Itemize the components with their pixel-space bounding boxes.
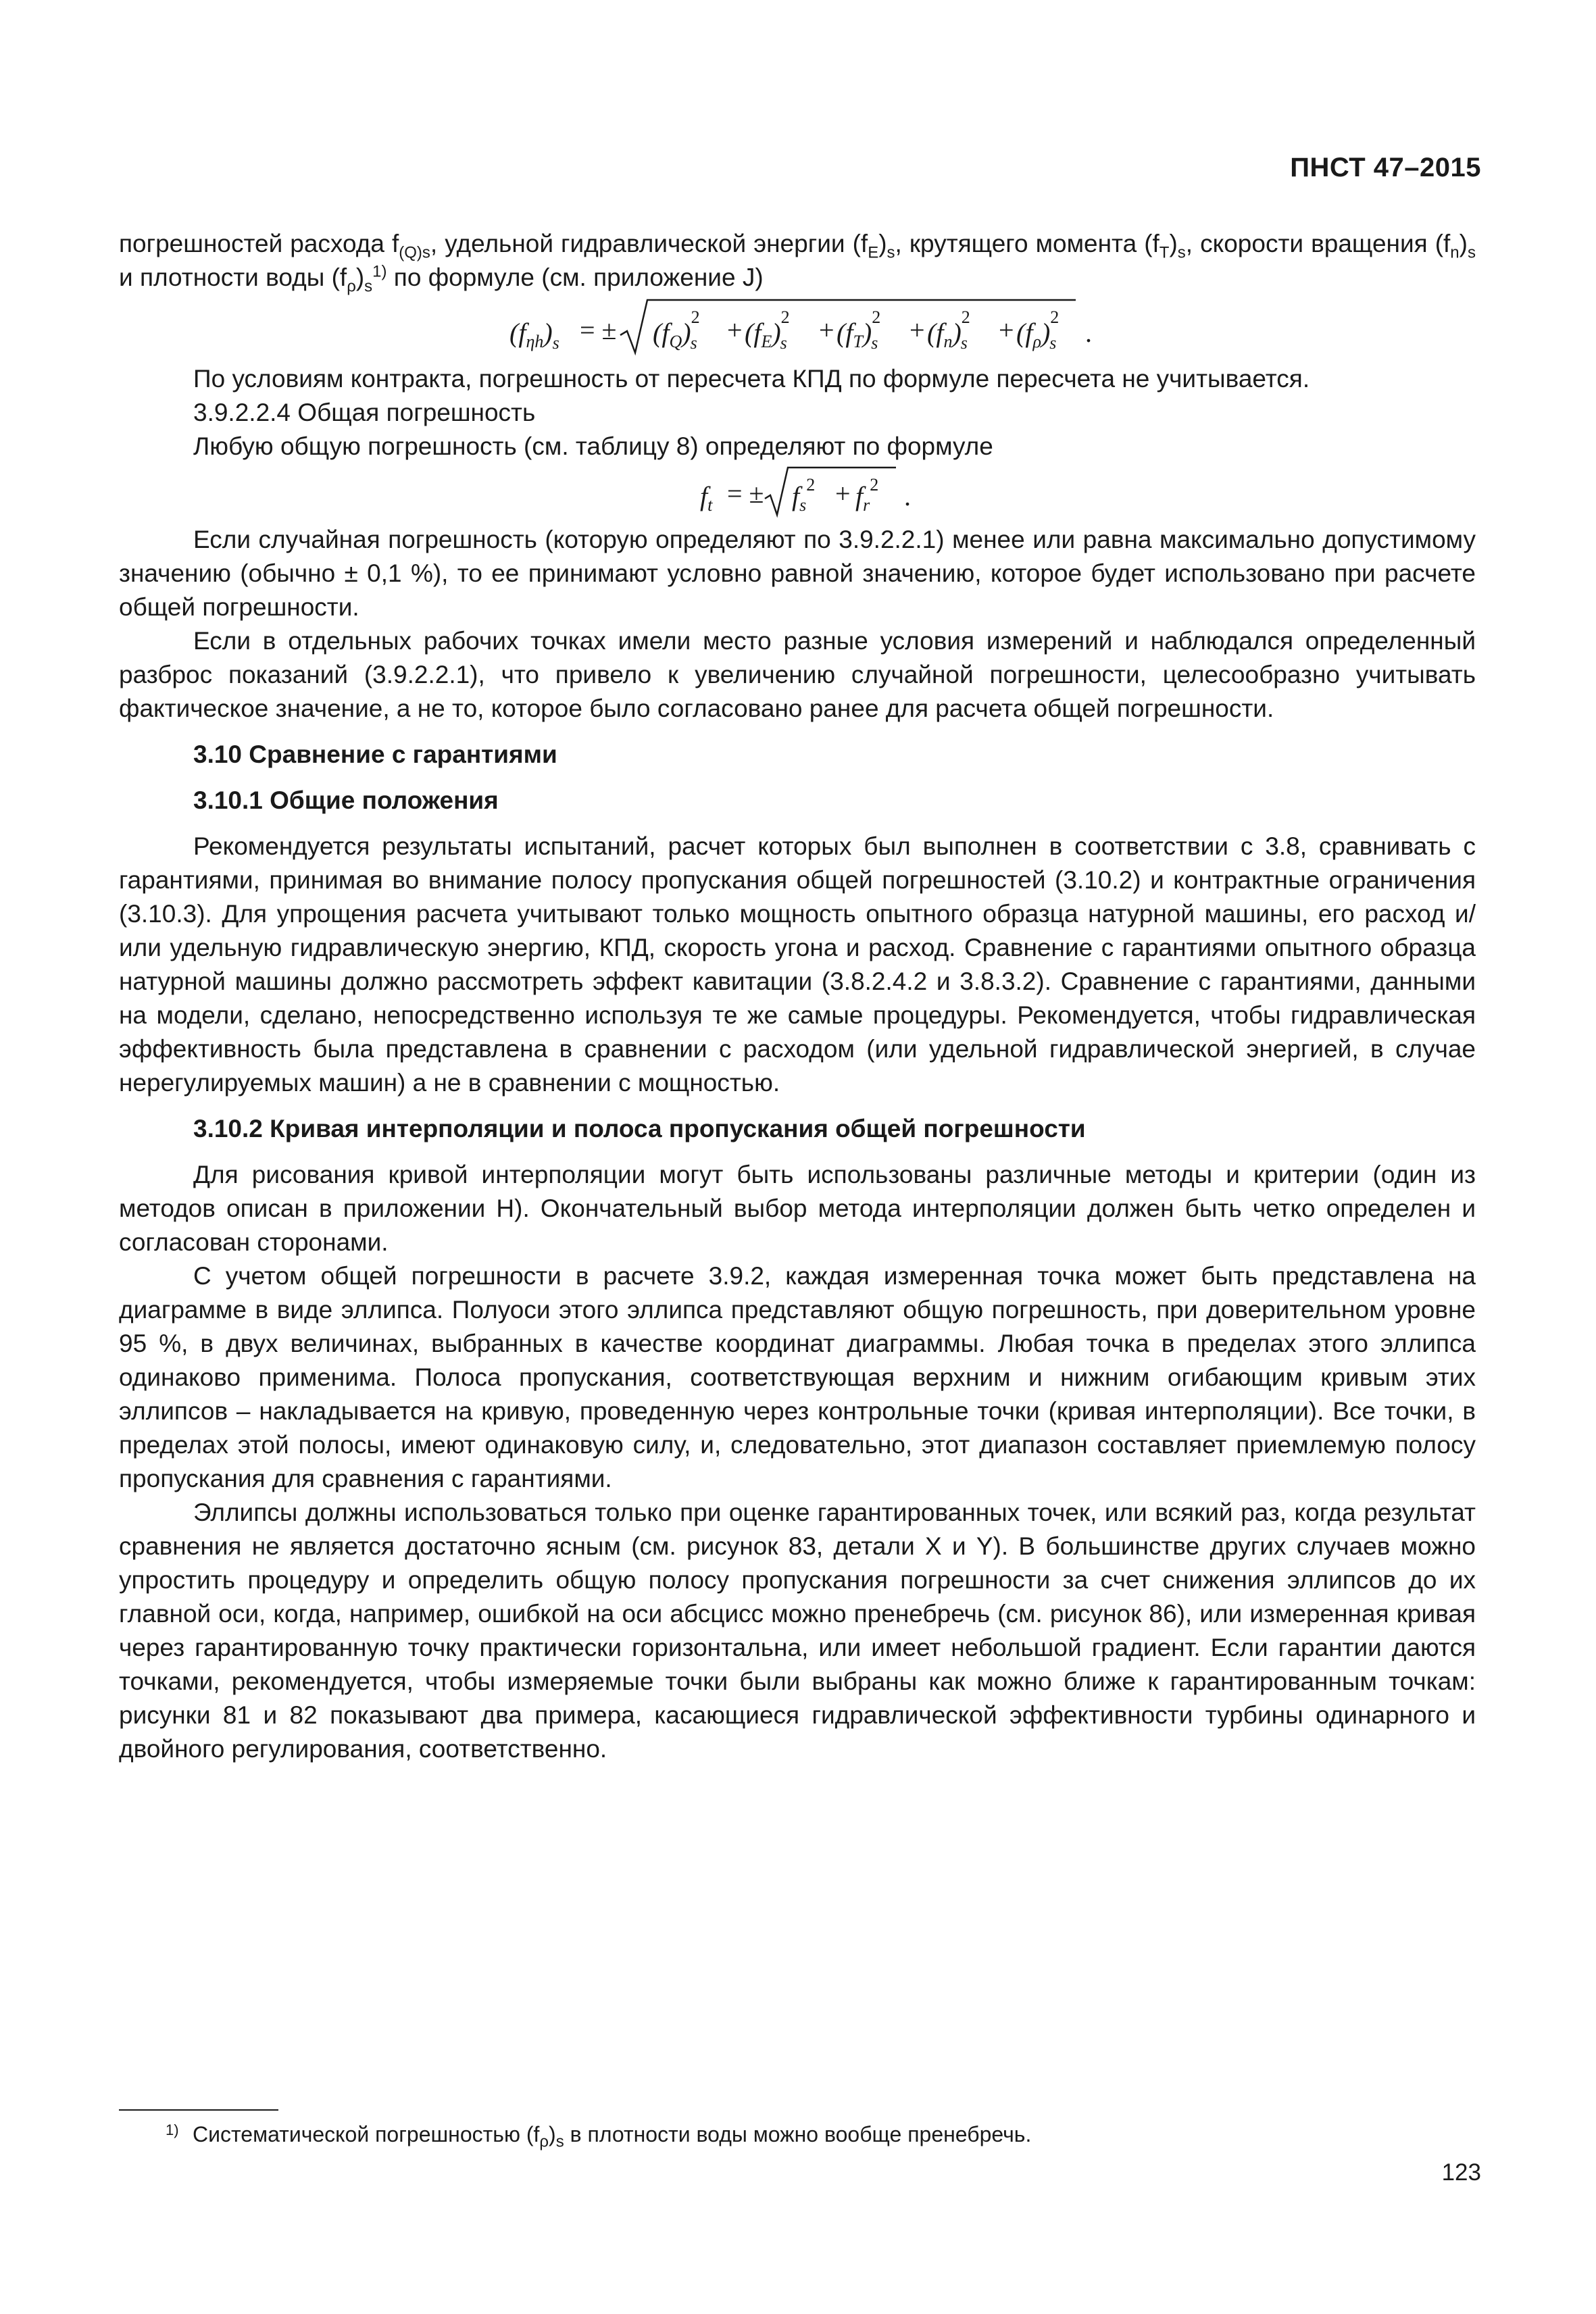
formula2-term-b: $f_r^2$ [855,475,879,515]
footnote-mark: 1) [166,2121,179,2138]
formula2-eq: = ± [727,478,764,509]
document-body [119,227,1476,1766]
formula2-term-a: $f_s^2$ [792,475,816,515]
clause-3-9-2-2-4: 3.9.2.2.4 Общая погрешность [193,399,536,426]
formula1-eq: = ± [580,315,617,345]
document-code: ПНСТ 47–2015 [1290,153,1481,182]
formula1-term-3: $(f_T)^2$ s [837,307,881,353]
formula1-term-1: $(f_Q)^2$ s [653,307,700,353]
footnote: 1) Систематической погрешностью $(f_\rho)_s$ в плотности воды можно вообще пренебречь. [193,2119,1031,2149]
svg-text:.: . [904,481,911,511]
page-number: 123 [1441,2159,1481,2186]
svg-text:.: . [1085,318,1092,348]
paragraph-3-10-2-c: Эллипсы должны использоваться только при оценке гарантированных точек, или всякий раз, когда результат сравнения не является достаточно ясным (см. рисунок 83, детали X и Y). В большинстве других случаев можно упростить процедуру и определить общую полосу пропускания погрешности за счет снижения эллипсов до их главной оси, когда, например, ошибкой на оси абсцисс можно пренебречь (см. рисунок 86), или измеренная кривая через гарантированную точку практически горизонтальна, или имеет небольшой градиент. Если гарантии даются точками, рекомендуется, чтобы измеряемые точки были выбраны как можно ближе к гарантированным точкам: рисунки 81 и 82 показывают два примера, касающиеся гидравлической эффективности турбины одинарного и двойного регулирования, соответственно. [119,1499,1476,1763]
formula2-lhs: $f_t$ [700,481,713,515]
paragraph-3-10-2-a: Для рисования кривой интерполяции могут быть использованы различные методы и критерии (один из методов описан в приложении H). Окончательный выбор метода интерполяции должен быть четко определен и согласован сторонами. [119,1161,1476,1256]
formula1-term-5: $(f_\rho)^2$ s [1016,307,1059,353]
paragraph-random-uncertainty: Если случайная погрешность (которую определяют по 3.9.2.2.1) менее или равна максимально допустимому значению (обычно ± 0,1 %), то ее принимают условно равной значению, которое будет использовано при расчете общей погрешности. [119,526,1476,621]
svg-text:+: + [909,315,925,345]
svg-text:+: + [727,315,743,345]
formula-systematic-uncertainty [119,295,1476,362]
paragraph-3-10-2-b: С учетом общей погрешности в расчете 3.9.2, каждая измеренная точка может быть представлена на диаграмме в виде эллипса. Полуоси этого эллипса представляют общую погрешность, при доверительном уровне 95 %, в двух величинах, выбранных в качестве координат диаграммы. Любая точка в пределах этого эллипса одинаково применима. Полоса пропускания, соответствующая верхним и нижним огибающим кривым этих эллипсов – накладывается на кривую, проведенную через контрольные точки (кривая интерполяции). Все точки, в пределах этой полосы, имеют одинаковую силу, и, следовательно, этот диапазон составляет приемлемую полосу пропускания для сравнения с гарантиями. [119,1262,1476,1492]
svg-text:+: + [819,315,834,345]
footnote-separator [119,2109,278,2111]
formula1-term-2: $(f_E)^2$ s [745,307,790,353]
svg-text:+: + [999,315,1014,345]
paragraph-different-conditions: Если в отдельных рабочих точках имели место разные условия измерений и наблюдался определенный разброс показаний (3.9.2.2.1), что привело к увеличению случайной погрешности, целесообразно учитывать фактическое значение, а не то, которое было согласовано ранее для расчета общей погрешности. [119,627,1476,722]
intro-paragraph: погрешностей расхода $f_{(Q)s}$, удельной гидравлической энергии $(f_E)_s$, крутящего момента $(f_T)_s$, скорости вращения $(f_n)_s$ и плотности воды $(f_\rho)_s^{1)}$ по формуле (см. приложение J) [119,230,1476,296]
formula1-term-4: $(f_n)^2$ s [927,307,970,353]
paragraph-contract: По условиям контракта, погрешность от пересчета КПД по формуле пересчета не учитывается. [193,365,1310,393]
paragraph-3-10-1: Рекомендуется результаты испытаний, расчет которых был выполнен в соответствии с 3.8, сравнивать с гарантиями, принимая во внимание полосу пропускания общей погрешностей (3.10.2) и контрактные ограничения (3.10.3). Для упрощения расчета учитывают только мощность опытного образца натурной машины, его расход и/или удельную гидравлическую энергию, КПД, скорость угона и расход. Сравнение с гарантиями опытного образца натурной машины должно рассмотреть эффект кавитации (3.8.2.4.2 и 3.8.3.2). Сравнение с гарантиями, данными на модели, сделано, непосредственно используя те же самые процедуры. Рекомендуется, чтобы гидравлическая эффективность была представлена в сравнении с расходом (или удельной гидравлической энергией, в случае нерегулируемых машин) а не в сравнении с мощностью. [119,832,1476,1097]
formula1-lhs: $(f_{\eta h})_s$ [509,318,559,353]
paragraph-any-total-uncertainty: Любую общую погрешность (см. таблицу 8) определяют по формуле [193,432,993,460]
svg-text:+: + [835,478,851,509]
heading-3-10-1: 3.10.1 Общие положения [193,786,499,814]
heading-3-10: 3.10 Сравнение с гарантиями [193,740,557,768]
heading-3-10-2: 3.10.2 Кривая интерполяции и полоса пропускания общей погрешности [193,1115,1086,1142]
formula-total-uncertainty [119,463,1476,523]
